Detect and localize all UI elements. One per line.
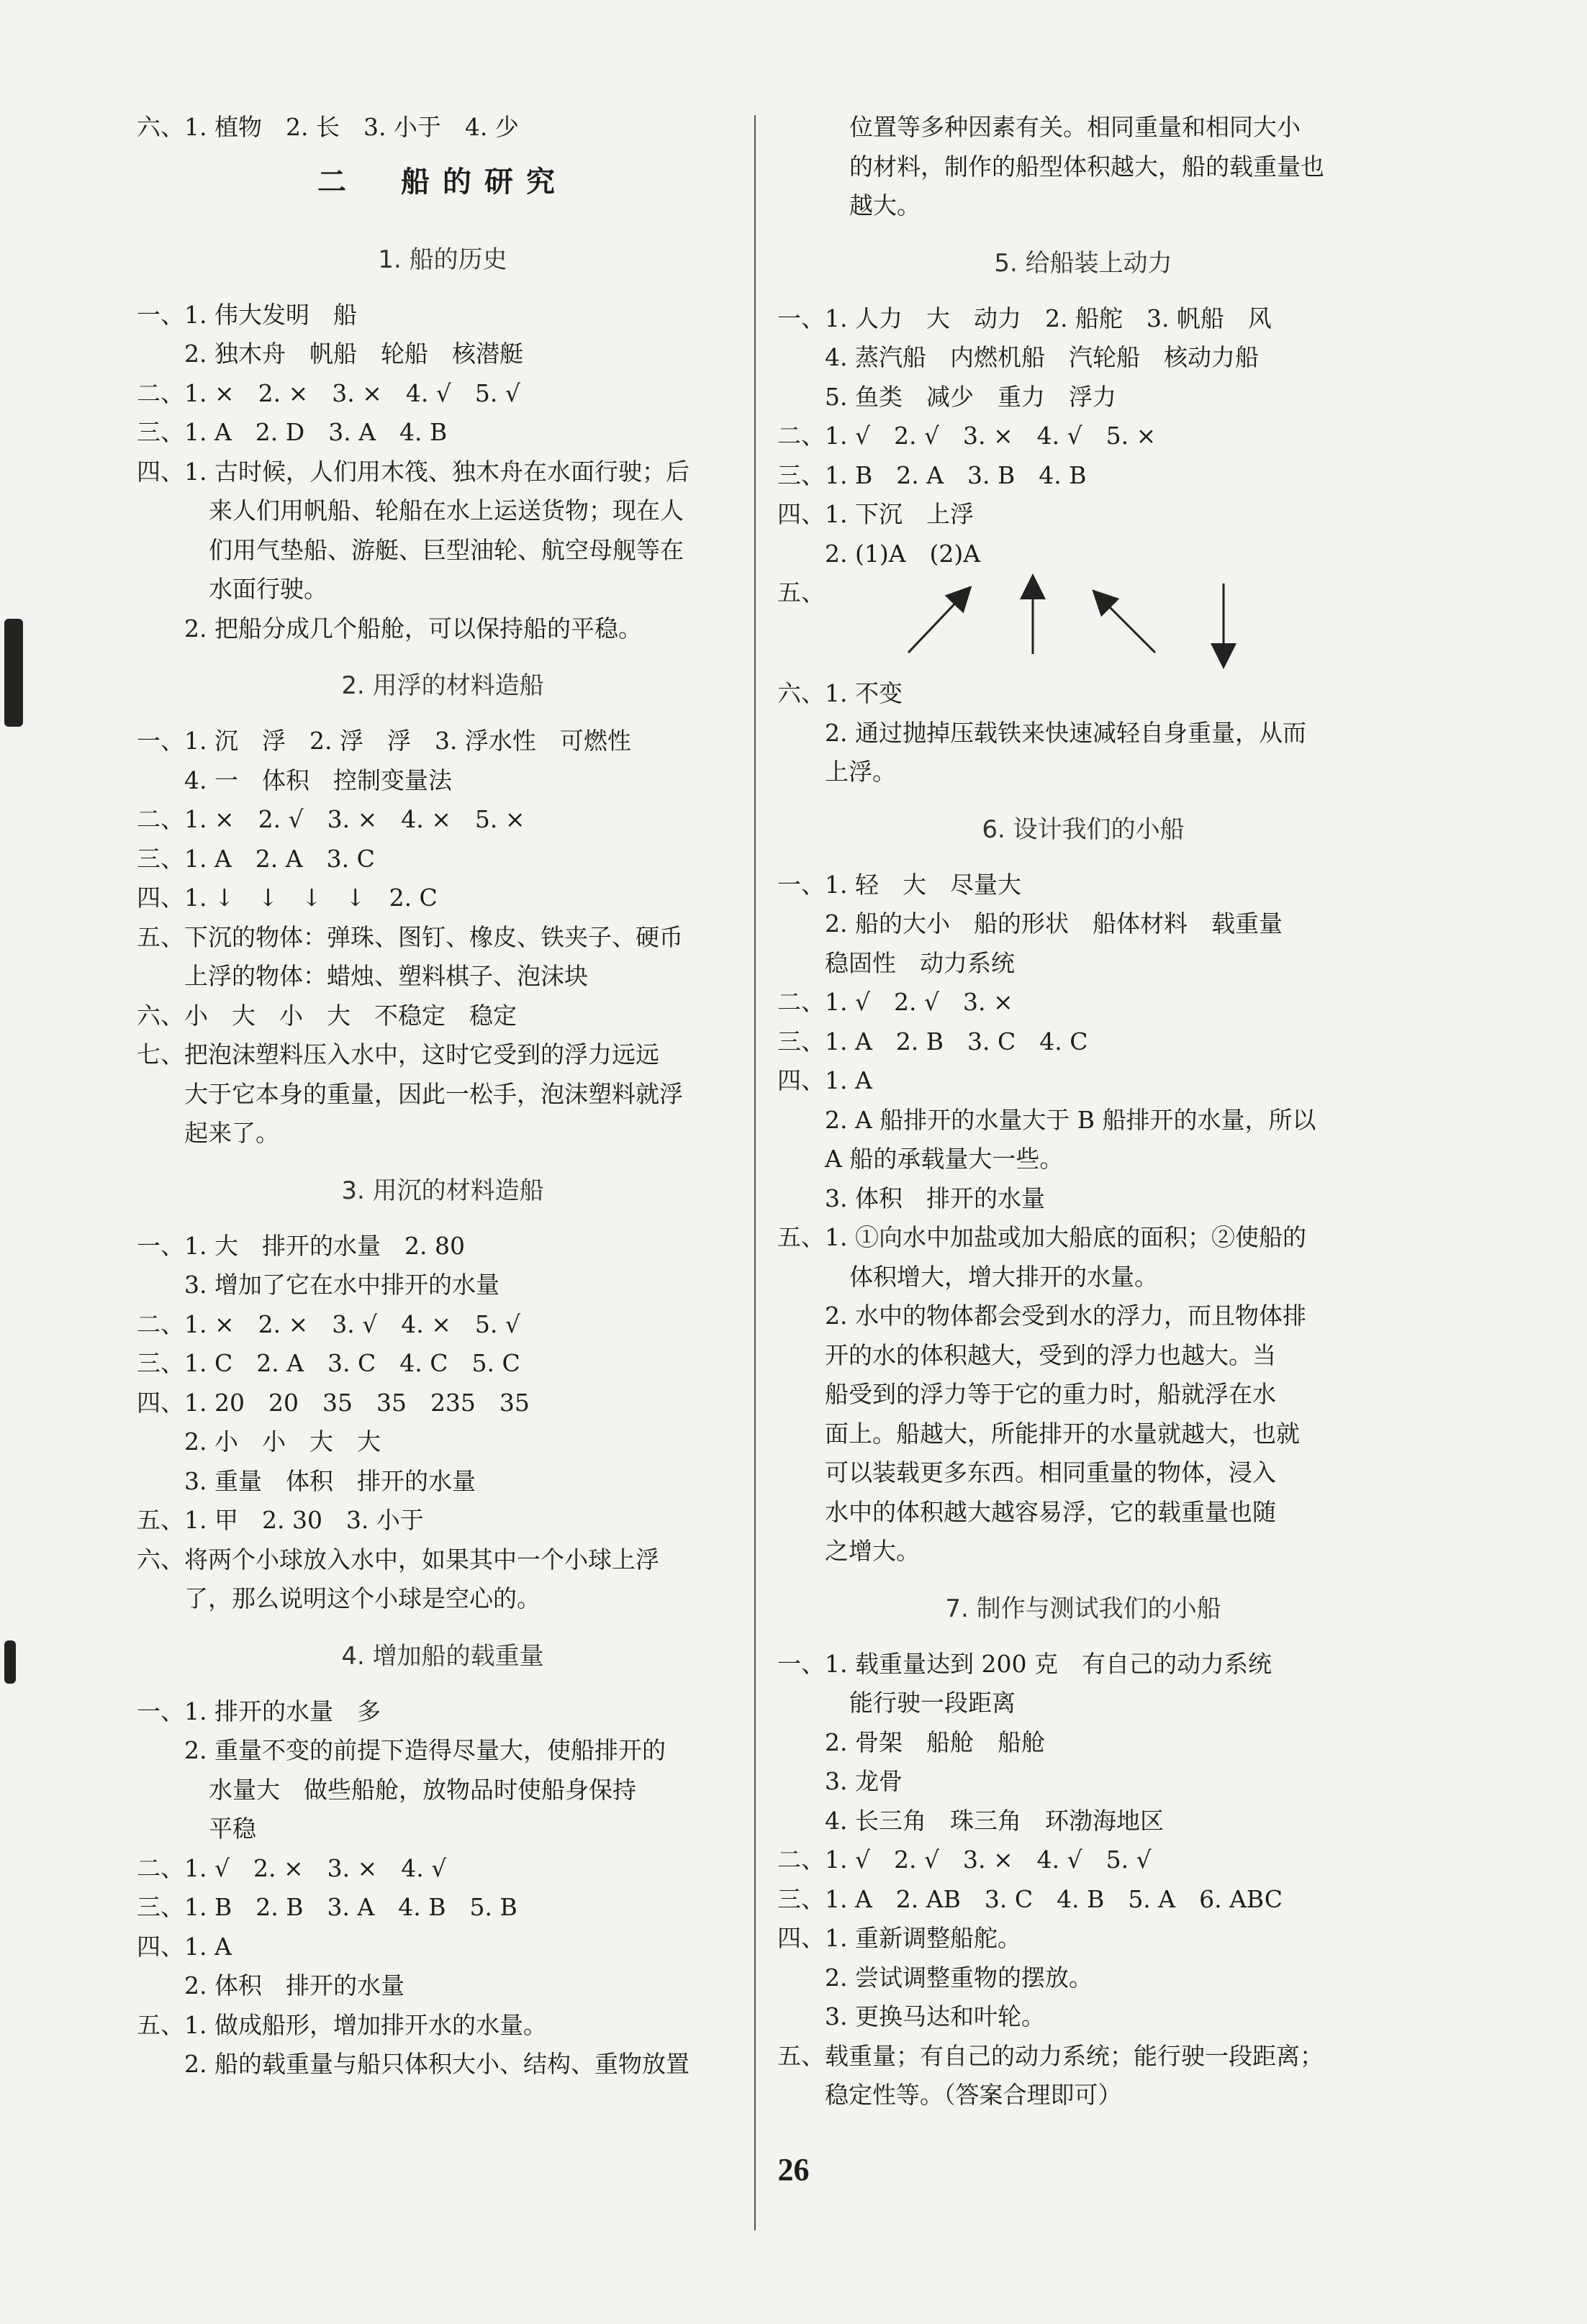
answer-line: 三、1. A 2. B 3. C 4. C bbox=[777, 1027, 1088, 1056]
answer-line: 二、1. √ 2. × 3. × 4. √ bbox=[137, 1853, 447, 1882]
answer-line: 五、1. ①向水中加盐或加大船底的面积；②使船的 bbox=[777, 1223, 1306, 1251]
answer-line: 稳定性等。（答案合理即可） bbox=[825, 2081, 1122, 2109]
answer-line: 体积增大，增大排开的水量。 bbox=[849, 1262, 1158, 1291]
answer-line: 五、1. 甲 2. 30 3. 小于 bbox=[137, 1506, 424, 1534]
answer-line: 2. 船的大小 船的形状 船体材料 载重量 bbox=[825, 909, 1283, 938]
answer-line: 三、1. B 2. A 3. B 4. B bbox=[777, 460, 1087, 489]
answer-line: 一、1. 轻 大 尽量大 bbox=[777, 870, 1021, 899]
answer-line: 2. 骨架 船舱 船舱 bbox=[825, 1728, 1045, 1756]
answer-line: 2. A 船排开的水量大于 B 船排开的水量，所以 bbox=[825, 1105, 1316, 1134]
answer-line: 四、1. ↓ ↓ ↓ ↓ 2. C bbox=[137, 884, 438, 912]
arrow-up-left-icon bbox=[1101, 599, 1155, 653]
answer-line: 三、1. B 2. B 3. A 4. B 5. B bbox=[137, 1893, 517, 1921]
answer-line: 2. 小 小 大 大 bbox=[184, 1427, 381, 1456]
section-title: 5. 给船装上动力 bbox=[994, 248, 1172, 278]
section-title: 4. 增加船的载重量 bbox=[341, 1641, 544, 1671]
answer-line: 五、1. 做成船形，增加排开水的水量。 bbox=[137, 2010, 547, 2039]
answer-line: 二、1. √ 2. √ 3. × bbox=[777, 988, 1013, 1016]
section-title: 3. 用沉的材料造船 bbox=[341, 1176, 544, 1205]
answer-line: 二、1. × 2. × 3. × 4. √ 5. √ bbox=[137, 378, 520, 407]
answer-line: 三、1. A 2. A 3. C bbox=[137, 844, 375, 873]
answer-line: 3. 龙骨 bbox=[825, 1767, 903, 1795]
answer-line: 4. 一 体积 控制变量法 bbox=[184, 766, 452, 794]
answer-line: 水面行驶。 bbox=[209, 575, 327, 603]
section-title: 2. 用浮的材料造船 bbox=[341, 671, 544, 700]
answer-line: 2. 把船分成几个船舱，可以保持船的平稳。 bbox=[184, 614, 642, 643]
answer-line: 2. (1)A (2)A bbox=[825, 539, 981, 568]
answer-line: 能行驶一段距离 bbox=[849, 1689, 1016, 1717]
answer-line: 面上。船越大，所能排开的水量就越大，也就 bbox=[825, 1419, 1300, 1448]
answer-line: 4. 长三角 珠三角 环渤海地区 bbox=[825, 1806, 1164, 1835]
answer-line: 3. 体积 排开的水量 bbox=[825, 1184, 1045, 1212]
answer-line: 的材料，制作的船型体积越大，船的载重量也 bbox=[849, 152, 1324, 181]
scan-smudge bbox=[4, 619, 23, 727]
right-column bbox=[777, 108, 1389, 2115]
answer-line: 之增大。 bbox=[825, 1537, 920, 1565]
answer-line: 船受到的浮力等于它的重力时，船就浮在水 bbox=[825, 1380, 1276, 1408]
answer-line: 开的水的体积越大，受到的浮力也越大。当 bbox=[825, 1340, 1276, 1369]
force-arrows-figure bbox=[777, 573, 1389, 674]
arrow-up-right-icon bbox=[908, 595, 963, 653]
answer-line: 二、1. × 2. × 3. √ 4. × 5. √ bbox=[137, 1309, 520, 1338]
answer-line: 六、小 大 小 大 不稳定 稳定 bbox=[137, 1001, 517, 1030]
answer-line: 稳固性 动力系统 bbox=[825, 948, 1015, 977]
answer-line: 起来了。 bbox=[184, 1119, 279, 1147]
answer-line: 一、1. 排开的水量 多 bbox=[137, 1697, 381, 1725]
answer-line: 2. 通过抛掉压载铁来快速减轻自身重量，从而 bbox=[825, 718, 1306, 747]
answer-line: 四、1. 下沉 上浮 bbox=[777, 500, 974, 528]
left-column bbox=[137, 108, 749, 2084]
answer-line: 3. 更换马达和叶轮。 bbox=[825, 2002, 1045, 2030]
answer-line: 平稳 bbox=[209, 1815, 256, 1843]
answer-line: 四、1. A bbox=[137, 1932, 232, 1961]
answer-line: 四、1. 重新调整船舵。 bbox=[777, 1924, 1021, 1952]
answer-line: 2. 尝试调整重物的摆放。 bbox=[825, 1963, 1093, 1992]
page-number: 26 bbox=[777, 2152, 810, 2187]
answer-line: 六、1. 不变 bbox=[777, 679, 903, 707]
answer-line: 一、1. 载重量达到 200 克 有自己的动力系统 bbox=[777, 1649, 1272, 1678]
answer-line: 们用气垫船、游艇、巨型油轮、航空母舰等在 bbox=[209, 535, 684, 564]
answer-line: 七、把泡沫塑料压入水中，这时它受到的浮力远远 bbox=[137, 1040, 659, 1068]
answer-line: 一、1. 伟大发明 船 bbox=[137, 300, 357, 329]
section-title: 6. 设计我们的小船 bbox=[982, 814, 1185, 844]
answer-line: 四、1. A bbox=[777, 1066, 872, 1094]
section-title: 1. 船的历史 bbox=[378, 245, 507, 274]
answer-line: 四、1. 古时候，人们用木筏、独木舟在水面行驶；后 bbox=[137, 457, 689, 486]
answer-line: 可以装载更多东西。相同重量的物体，浸入 bbox=[825, 1458, 1276, 1486]
answer-line: 二、1. √ 2. √ 3. × 4. √ 5. × bbox=[777, 422, 1157, 450]
answer-line: 4. 蒸汽船 内燃机船 汽轮船 核动力船 bbox=[825, 343, 1259, 371]
answer-line: 三、1. C 2. A 3. C 4. C 5. C bbox=[137, 1349, 520, 1377]
answer-line: 2. 独木舟 帆船 轮船 核潜艇 bbox=[184, 340, 523, 368]
answer-line: 2. 水中的物体都会受到水的浮力，而且物体排 bbox=[825, 1302, 1306, 1330]
answer-line: 一、1. 大 排开的水量 2. 80 bbox=[137, 1231, 465, 1260]
answer-line: 水中的体积越大越容易浮，它的载重量也随 bbox=[825, 1497, 1276, 1526]
answer-line: 二、1. × 2. √ 3. × 4. × 5. × bbox=[137, 805, 525, 833]
answer-line: A 船的承载量大一些。 bbox=[825, 1145, 1064, 1173]
answer-line: 一、1. 沉 浮 2. 浮 浮 3. 浮水性 可燃性 bbox=[137, 727, 631, 755]
answer-line: 2. 船的载重量与船只体积大小、结构、重物放置 bbox=[184, 2050, 689, 2078]
answer-line: 2. 重量不变的前提下造得尽量大，使船排开的 bbox=[184, 1736, 666, 1764]
answer-line: 三、1. A 2. D 3. A 4. B bbox=[137, 418, 448, 446]
answer-line: 3. 重量 体积 排开的水量 bbox=[184, 1466, 476, 1495]
answer-line: 2. 体积 排开的水量 bbox=[184, 1971, 404, 2000]
answer-line: 上浮的物体：蜡烛、塑料棋子、泡沫块 bbox=[184, 962, 588, 990]
answer-line: 五、载重量；有自己的动力系统；能行驶一段距离； bbox=[777, 2041, 1324, 2070]
answer-line: 3. 增加了它在水中排开的水量 bbox=[184, 1271, 499, 1299]
answer-line: 来人们用帆船、轮船在水上运送货物；现在人 bbox=[209, 496, 684, 525]
answer-line: 二、1. √ 2. √ 3. × 4. √ 5. √ bbox=[777, 1846, 1152, 1874]
answer-line: 一、1. 人力 大 动力 2. 船舵 3. 帆船 风 bbox=[777, 304, 1272, 332]
section-title: 7. 制作与测试我们的小船 bbox=[945, 1594, 1221, 1623]
answer-line: 越大。 bbox=[849, 191, 921, 219]
answer-line: 五、下沉的物体：弹珠、图钉、橡皮、铁夹子、硬币 bbox=[137, 922, 683, 951]
answer-line: 5. 鱼类 减少 重力 浮力 bbox=[825, 382, 1116, 411]
answer-line: 水量大 做些船舱，放物品时使船身保持 bbox=[209, 1775, 636, 1804]
answer-line: 大于它本身的重量，因此一松手，泡沫塑料就浮 bbox=[184, 1079, 683, 1108]
answer-line: 六、1. 植物 2. 长 3. 小于 4. 少 bbox=[137, 113, 519, 141]
chapter-title: 二 船的研究 bbox=[317, 164, 568, 199]
answer-line: 六、将两个小球放入水中，如果其中一个小球上浮 bbox=[137, 1545, 659, 1574]
answer-line: 了，那么说明这个小球是空心的。 bbox=[184, 1584, 541, 1612]
scan-smudge bbox=[4, 1640, 16, 1684]
force-arrows-svg bbox=[777, 573, 1389, 674]
answer-line: 五、 bbox=[777, 578, 825, 607]
column-divider bbox=[754, 115, 756, 2230]
answer-line: 位置等多种因素有关。相同重量和相同大小 bbox=[849, 113, 1301, 141]
answer-line: 三、1. A 2. AB 3. C 4. B 5. A 6. ABC bbox=[777, 1884, 1283, 1913]
answer-line: 四、1. 20 20 35 35 235 35 bbox=[137, 1388, 530, 1417]
answer-line: 上浮。 bbox=[825, 758, 896, 786]
